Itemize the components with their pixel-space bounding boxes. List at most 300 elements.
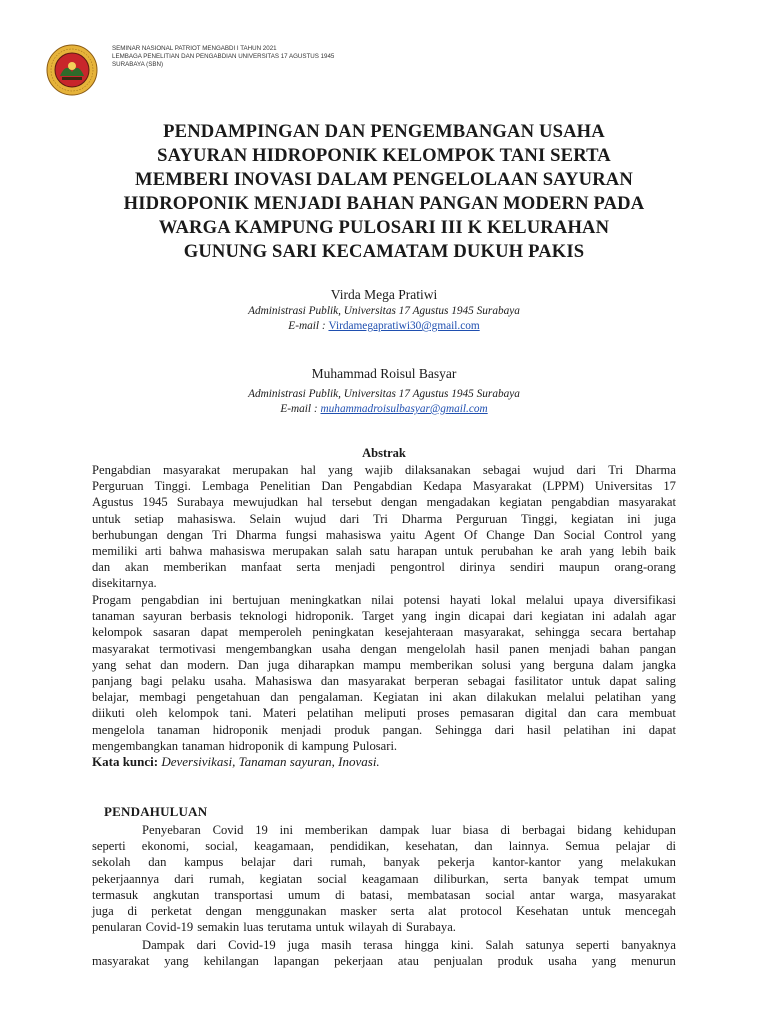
- word: seperti: [575, 938, 610, 952]
- word: perketat: [151, 903, 192, 918]
- word: masyarakat: [92, 954, 150, 969]
- word: masih: [321, 938, 352, 952]
- word: belajar,: [92, 690, 129, 705]
- title-line: HIDROPONIK MENJADI BAHAN PANGAN MODERN PADA: [123, 193, 645, 214]
- word: untuk: [582, 903, 611, 918]
- word: bertahap: [632, 625, 676, 640]
- word: Perguruan: [92, 479, 144, 494]
- word: Tinggi.: [154, 479, 191, 494]
- word: pekerjaannya: [92, 871, 160, 886]
- word: (LPPM): [542, 479, 584, 494]
- text-line: [92, 478, 676, 494]
- word: dengan: [380, 495, 418, 510]
- word: memiliki: [92, 543, 138, 558]
- word: mengembangkan: [92, 738, 179, 753]
- word: masyarakat: [348, 673, 406, 688]
- word: pengabdian: [141, 593, 200, 607]
- word: banyaknya: [621, 938, 676, 952]
- word: kampung: [301, 738, 349, 753]
- word: dapat: [609, 673, 637, 688]
- word: produk: [497, 954, 534, 969]
- word: menjadi: [280, 722, 322, 737]
- word: yang: [578, 855, 603, 870]
- word: mampu: [363, 657, 401, 672]
- word: umum: [643, 871, 676, 886]
- text-line: [92, 689, 676, 705]
- word: wilayah: [348, 920, 389, 935]
- word: mahasiswa: [209, 543, 266, 558]
- text-line: [92, 705, 676, 721]
- word: mengelolah: [406, 641, 466, 656]
- word: mewujudkan: [233, 495, 299, 510]
- word: melalui: [525, 593, 564, 607]
- word: Surabaya.: [405, 920, 456, 935]
- word: di: [127, 903, 138, 918]
- title-line: GUNUNG SARI KECAMATAM DUKUH PAKIS: [183, 241, 585, 262]
- word: kampus: [184, 855, 224, 870]
- word: kini.: [450, 938, 474, 952]
- text-line: [92, 738, 676, 754]
- word: 17: [663, 479, 676, 494]
- word: dilakukan: [486, 690, 537, 705]
- word: hayati: [450, 593, 481, 607]
- word: Covid-19: [145, 920, 194, 935]
- word: Perguruan: [455, 511, 508, 526]
- word: social,: [205, 839, 238, 854]
- word: banyak: [383, 855, 420, 870]
- word: meningkatkan: [289, 593, 362, 607]
- word: mahasiswa: [325, 527, 382, 542]
- word: harapan: [397, 543, 438, 558]
- email-label: E-mail :: [280, 403, 321, 415]
- word: membatasan: [407, 887, 471, 902]
- text-line: [92, 624, 676, 640]
- word: yang: [591, 954, 617, 969]
- word: pelaku: [171, 673, 206, 688]
- word: Kegiatan: [373, 690, 419, 705]
- word: dan: [320, 673, 340, 688]
- word: warga,: [569, 887, 604, 902]
- word: Tinggi,: [521, 511, 558, 526]
- word: yang: [651, 690, 676, 705]
- word: memberikan: [304, 823, 368, 837]
- word: ke: [540, 543, 553, 558]
- word: bertujuan: [232, 593, 281, 607]
- word: Materi: [262, 706, 297, 721]
- word: ini: [279, 823, 293, 837]
- word: yang: [328, 463, 353, 477]
- word: tani.: [229, 706, 252, 721]
- text-line: [92, 887, 676, 903]
- word: ini: [622, 722, 636, 737]
- word: kegiatan: [570, 511, 614, 526]
- intro-paragraph-2: [92, 937, 676, 969]
- word: cara: [597, 706, 619, 721]
- word: Pulosari.: [352, 738, 398, 753]
- word: luar: [431, 823, 451, 837]
- word: tanaman: [92, 609, 135, 624]
- word: Change: [486, 527, 525, 542]
- word: terasa: [363, 938, 393, 952]
- word: kelompok: [92, 625, 143, 640]
- section-heading: PENDAHULUAN: [104, 804, 208, 819]
- word: sendiri: [509, 560, 545, 575]
- text-line: [92, 722, 676, 738]
- word: juga: [92, 903, 114, 918]
- word: sasaran: [153, 625, 191, 640]
- word: seperti: [92, 839, 126, 854]
- header-line: SEMINAR NASIONAL PATRIOT MENGABDI I TAHUN 2021: [112, 45, 277, 52]
- word: Sehingga: [434, 722, 482, 737]
- text-line: [92, 494, 676, 510]
- word: Pengabdian: [353, 479, 413, 494]
- word: rumah,: [330, 855, 366, 870]
- word: pelatihan: [563, 722, 610, 737]
- word: jangka: [642, 657, 676, 672]
- word: Dharma: [235, 527, 277, 542]
- word: protocol: [460, 903, 503, 918]
- word: belajar: [241, 855, 276, 870]
- text-line: [92, 608, 676, 624]
- word: hasil: [475, 641, 500, 656]
- email-link[interactable]: muhammadroisulbasyar@gmail.com: [320, 403, 488, 415]
- word: juga: [287, 938, 310, 952]
- word: luas: [243, 920, 264, 935]
- word: hal: [300, 463, 316, 477]
- text-line: [92, 575, 676, 591]
- word: maupun: [559, 560, 600, 575]
- word: Tri: [372, 511, 388, 526]
- word: dan: [568, 706, 587, 721]
- word: wujud: [532, 463, 565, 477]
- word: 1945: [142, 495, 168, 510]
- word: usaha: [548, 954, 577, 969]
- word: alat: [428, 903, 447, 918]
- word: atau: [397, 954, 419, 969]
- word: panjang: [92, 673, 132, 688]
- word: masyarakat: [92, 641, 150, 656]
- word: antar: [529, 887, 555, 902]
- word: membuat: [628, 706, 676, 721]
- word: termasuk: [92, 887, 139, 902]
- word: kehidupan: [623, 823, 676, 837]
- email-link[interactable]: Virdamegapratiwi30@gmail.com: [328, 320, 480, 332]
- word: arah: [560, 543, 582, 558]
- word: yang: [164, 954, 189, 969]
- abstract-heading: Abstrak: [362, 446, 406, 460]
- word: untuk: [315, 920, 345, 935]
- word: di: [335, 887, 345, 902]
- word: dari: [494, 722, 515, 737]
- word: orang-orang: [614, 560, 676, 575]
- word: diharapkan: [298, 657, 355, 672]
- word: disekitarnya.: [92, 576, 157, 591]
- word: semakin: [197, 920, 240, 935]
- word: dari: [513, 609, 533, 624]
- word: ini: [429, 690, 443, 705]
- word: kesehatan,: [405, 839, 459, 854]
- word: digital: [524, 706, 558, 721]
- intro-paragraph-1: [92, 822, 676, 935]
- keywords-value: Deversivikasi, Tanaman sayuran, Inovasi.: [158, 754, 380, 769]
- author-email: [0, 403, 768, 415]
- header-line: LEMBAGA PENELITIAN DAN PENGABDIAN UNIVERSITAS 17 AGUSTUS 1945: [112, 53, 335, 60]
- word: pelatihan: [594, 690, 642, 705]
- word: pengontrol: [390, 560, 445, 575]
- text-line: [92, 462, 676, 478]
- author-affiliation: Administrasi Publik, Universitas 17 Agustus 1945 Surabaya: [248, 388, 520, 400]
- word: masker: [340, 903, 377, 918]
- word: upaya: [573, 593, 604, 607]
- word: wajib: [364, 463, 393, 477]
- word: pelajar: [615, 839, 650, 854]
- word: baik: [654, 543, 676, 558]
- word: menjadi: [549, 641, 590, 656]
- word: Penelitian: [259, 479, 311, 494]
- word: juga: [267, 657, 290, 672]
- word: membagi: [139, 690, 187, 705]
- word: dengan: [360, 641, 397, 656]
- word: Dan: [321, 479, 343, 494]
- word: menjadi: [334, 560, 376, 575]
- word: Universitas: [594, 479, 653, 494]
- word: ini: [627, 511, 641, 526]
- word: usaha.: [214, 673, 247, 688]
- word: di: [666, 839, 676, 854]
- word: masyarakat,: [463, 625, 525, 640]
- word: proses: [417, 706, 450, 721]
- seminar-header: [112, 45, 512, 69]
- word: keagamaan,: [254, 839, 314, 854]
- word: modern.: [187, 657, 229, 672]
- title-line: WARGA KAMPUNG PULOSARI III K KELURAHAN: [158, 217, 610, 238]
- word: Selain: [249, 511, 281, 526]
- word: dapat: [648, 722, 676, 737]
- word: Pengabdian: [92, 463, 151, 477]
- word: yang: [92, 657, 117, 672]
- word: bahwa: [169, 543, 203, 558]
- word: di: [287, 738, 298, 753]
- word: dirinya: [459, 560, 496, 575]
- word: dari: [196, 938, 217, 952]
- word: umum: [288, 887, 321, 902]
- word: lapangan: [273, 954, 320, 969]
- word: salah: [336, 543, 362, 558]
- word: di: [392, 920, 402, 935]
- text-line: [92, 511, 676, 527]
- word: angkutan: [153, 887, 200, 902]
- word: agar: [654, 609, 676, 624]
- text-line: [92, 919, 676, 935]
- word: mengembangkan: [225, 641, 312, 656]
- word: pengalaman.: [298, 690, 363, 705]
- word: secara: [590, 625, 622, 640]
- word: mengelola: [92, 722, 145, 737]
- word: dari: [293, 855, 313, 870]
- word: 19: [255, 823, 268, 837]
- word: yang: [651, 527, 676, 542]
- word: solusi: [481, 657, 512, 672]
- word: pemasaran: [460, 706, 515, 721]
- word: social: [317, 871, 347, 886]
- word: menurun: [631, 954, 676, 969]
- word: setiap: [134, 511, 164, 526]
- text-line: [92, 822, 676, 838]
- word: sehat: [125, 657, 152, 672]
- word: dicapai: [468, 609, 506, 624]
- text-line: [92, 559, 676, 575]
- word: bagi: [140, 673, 163, 688]
- word: fasilitator: [514, 673, 563, 688]
- word: serta: [390, 903, 415, 918]
- word: satu: [369, 543, 390, 558]
- word: pengabdian: [551, 495, 610, 510]
- word: Semua: [565, 839, 600, 854]
- word: tempat: [594, 871, 629, 886]
- word: berhubungan: [92, 527, 158, 542]
- word: Agustus: [92, 495, 134, 510]
- word: Kedapa: [423, 479, 462, 494]
- word: pelatihan: [307, 706, 354, 721]
- word: lainnya.: [508, 839, 549, 854]
- word: menggunakan: [255, 903, 327, 918]
- word: sebagai: [467, 673, 506, 688]
- word: yang: [520, 657, 545, 672]
- word: hasil: [527, 722, 551, 737]
- word: masyarakat: [618, 887, 676, 902]
- word: biasa: [462, 823, 489, 837]
- word: usaha: [321, 641, 351, 656]
- author-affiliation: Administrasi Publik, Universitas 17 Agustus 1945 Surabaya: [248, 305, 520, 317]
- word: kehilangan: [203, 954, 259, 969]
- word: akan: [452, 690, 477, 705]
- word: dilaksanakan: [404, 463, 471, 477]
- word: hidroponik.: [295, 609, 354, 624]
- word: Dharma: [401, 511, 443, 526]
- author-name: Muhammad Roisul Basyar: [311, 366, 457, 381]
- word: yang: [401, 609, 427, 624]
- word: arti: [145, 543, 162, 558]
- word: nilai: [371, 593, 394, 607]
- author-email: [0, 320, 768, 332]
- word: fungsi: [285, 527, 317, 542]
- word: lokal: [490, 593, 516, 607]
- word: Lembaga: [201, 479, 249, 494]
- word: Dharma: [635, 463, 676, 477]
- word: berbagai: [522, 823, 566, 837]
- word: serta: [503, 871, 528, 886]
- word: mencegah: [624, 903, 676, 918]
- word: untuk: [571, 673, 601, 688]
- word: keagamaan: [361, 871, 419, 886]
- word: termotivasi: [159, 641, 216, 656]
- word: batasi,: [359, 887, 393, 902]
- word: juga: [654, 511, 676, 526]
- word: Dampak: [142, 938, 185, 952]
- word: untuk: [444, 543, 474, 558]
- word: perubahan: [480, 543, 534, 558]
- word: panen: [509, 641, 540, 656]
- title-line: SAYURAN HIDROPONIK KELOMPOK TANI SERTA: [157, 145, 611, 166]
- word: ini: [591, 609, 606, 624]
- word: Surabaya: [176, 495, 224, 510]
- word: Penyebaran: [142, 823, 201, 837]
- abstract-paragraph-2: [92, 592, 676, 754]
- word: bidang: [577, 823, 612, 837]
- word: dampak: [379, 823, 420, 837]
- word: dan: [474, 839, 493, 854]
- word: potensi: [403, 593, 441, 607]
- word: penjualan: [433, 954, 483, 969]
- word: produk: [334, 722, 370, 737]
- word: diliburkan,: [433, 871, 489, 886]
- word: dengan: [205, 903, 242, 918]
- paper-title: [80, 120, 688, 264]
- word: pengetahuan: [196, 690, 261, 705]
- word: hingga: [404, 938, 439, 952]
- word: kegiatan: [499, 495, 543, 510]
- word: berbasis: [190, 609, 232, 624]
- word: Salah: [485, 938, 514, 952]
- title-line: PENDAMPINGAN DAN PENGEMBANGAN USAHA: [163, 121, 605, 142]
- word: dan: [160, 657, 179, 672]
- word: dan: [92, 560, 111, 575]
- text-line: [92, 937, 676, 953]
- word: tanaman: [157, 722, 200, 737]
- author-name: Virda Mega Pratiwi: [330, 287, 438, 302]
- word: berguna: [553, 657, 594, 672]
- word: oleh: [135, 706, 158, 721]
- word: Tri: [212, 527, 227, 542]
- text-line: [92, 871, 676, 887]
- word: pekerja: [437, 855, 475, 870]
- word: memberikan: [163, 560, 227, 575]
- word: dan: [148, 855, 167, 870]
- word: Progam: [92, 593, 132, 607]
- word: ingin: [434, 609, 461, 624]
- word: sekolah: [92, 855, 131, 870]
- word: Dan: [237, 657, 259, 672]
- word: Agent: [424, 527, 456, 542]
- text-line: [92, 903, 676, 919]
- word: merupakan: [272, 543, 329, 558]
- word: Dan: [533, 527, 555, 542]
- word: hidroponik: [228, 738, 284, 753]
- keywords: [92, 754, 380, 770]
- word: peningkatan: [312, 625, 374, 640]
- word: sebagai: [482, 463, 521, 477]
- word: melakukan: [620, 855, 676, 870]
- text-line: [92, 641, 676, 657]
- word: tersebut: [331, 495, 372, 510]
- word: tanaman: [182, 738, 225, 753]
- word: terutama: [267, 920, 312, 935]
- word: memberikan: [409, 657, 473, 672]
- word: Control: [604, 527, 643, 542]
- email-label: E-mail :: [288, 320, 329, 332]
- word: sayuran: [142, 609, 183, 624]
- word: penularan: [92, 920, 142, 935]
- word: hidroponik: [212, 722, 269, 737]
- title-line: MEMBERI INOVASI DALAM PENGELOLAAN SAYURAN: [135, 169, 633, 190]
- word: dengan: [166, 527, 204, 542]
- word: Covid-19: [228, 938, 276, 952]
- word: saling: [645, 673, 676, 688]
- word: wujud: [294, 511, 327, 526]
- word: kesejahteraan: [384, 625, 454, 640]
- word: banyak: [542, 871, 580, 886]
- word: Covid: [212, 823, 244, 837]
